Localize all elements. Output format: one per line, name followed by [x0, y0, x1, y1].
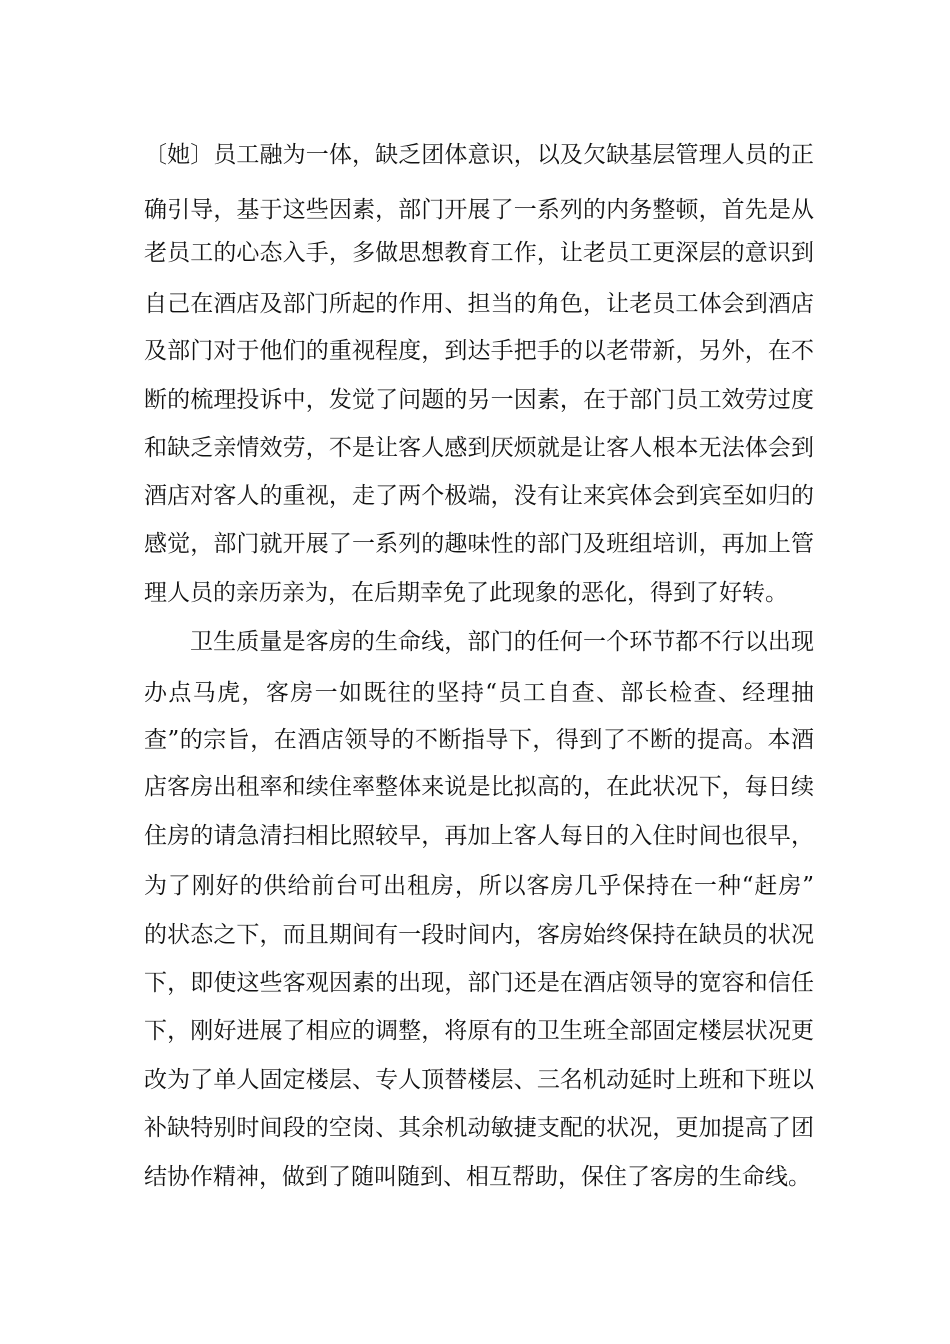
paragraph-1-line-3: 老员工的心态入手，多做思想教育工作，让老员工更深层的意识到 [144, 240, 814, 266]
paragraph-2-line-11: 补缺特别时间段的空岗、其余机动敏捷支配的状况，更加提高了团 [144, 1115, 814, 1141]
paragraph-2-line-4: 店客房出租率和续住率整体来说是比拟高的，在此状况下，每日续 [144, 774, 814, 800]
paragraph-1-line-7: 和缺乏亲情效劳，不是让客人感到厌烦就是让客人根本无法体会到 [144, 435, 814, 461]
paragraph-2-line-7: 的状态之下，而且期间有一段时间内，客房始终保持在缺员的状况 [144, 922, 814, 948]
paragraph-1-line-2: 确引导，基于这些因素，部门开展了一系列的内务整顿，首先是从 [144, 197, 814, 223]
paragraph-1-line-9: 感觉，部门就开展了一系列的趣味性的部门及班组培训，再加上管 [144, 531, 814, 557]
paragraph-2-line-1: 卫生质量是客房的生命线，部门的任何一个环节都不行以出现 [190, 629, 814, 655]
paragraph-2-line-8: 下，即使这些客观因素的出现，部门还是在酒店领导的宽容和信任 [144, 970, 814, 996]
paragraph-1-line-8: 酒店对客人的重视，走了两个极端，没有让来宾体会到宾至如归的 [144, 483, 814, 509]
paragraph-2-line-6: 为了刚好的供给前台可出租房，所以客房几乎保持在一种“赶房” [144, 873, 814, 899]
paragraph-1-line-4: 自己在酒店及部门所起的作用、担当的角色，让老员工体会到酒店 [144, 291, 814, 317]
paragraph-2-line-5: 住房的请急清扫相比照较早，再加上客人每日的入住时间也很早， [144, 823, 814, 849]
paragraph-2-line-10: 改为了单人固定楼层、专人顶替楼层、三名机动延时上班和下班以 [144, 1067, 814, 1093]
paragraph-2-line-2: 办点马虎，客房一如既往的坚持“员工自查、部长检查、经理抽 [144, 680, 814, 706]
paragraph-1-line-6: 断的梳理投诉中，发觉了问题的另一因素，在于部门员工效劳过度 [144, 387, 814, 413]
paragraph-1-line-5: 及部门对于他们的重视程度，到达手把手的以老带新，另外，在不 [144, 338, 814, 364]
paragraph-1-line-10: 理人员的亲历亲为，在后期幸免了此现象的恶化，得到了好转。 [144, 580, 788, 606]
paragraph-2-line-9: 下，刚好进展了相应的调整，将原有的卫生班全部固定楼层状况更 [144, 1018, 814, 1044]
paragraph-2-line-3: 查”的宗旨，在酒店领导的不断指导下，得到了不断的提高。本酒 [144, 727, 814, 753]
paragraph-2-line-12: 结协作精神，做到了随叫随到、相互帮助，保住了客房的生命线。 [144, 1164, 811, 1190]
paragraph-1-line-1: 〔她〕员工融为一体，缺乏团体意识，以及欠缺基层管理人员的正 [144, 142, 814, 168]
